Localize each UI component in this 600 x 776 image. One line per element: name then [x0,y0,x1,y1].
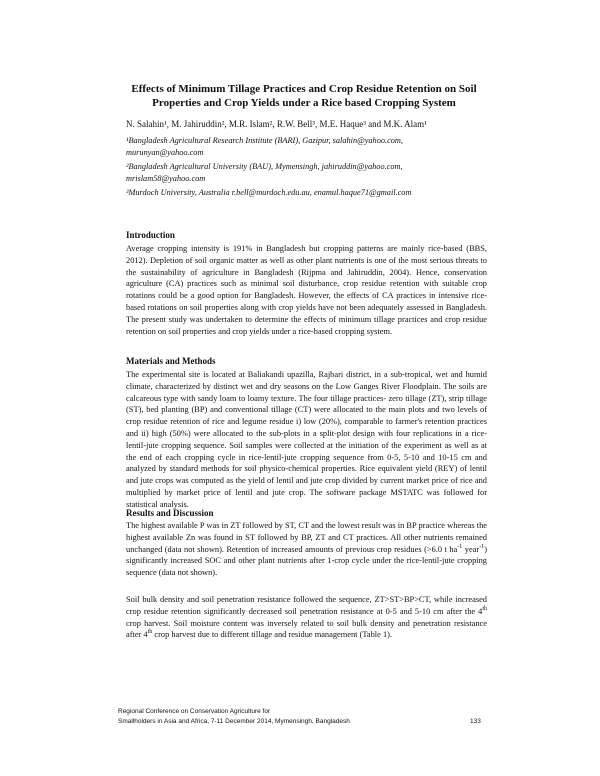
page-footer [118,707,498,727]
affiliation-bari-email: murunyan@yahoo.com [126,148,204,157]
footer-conference-line-1: Regional Conference on Conservation Agriculture for [118,708,271,715]
affiliation-bari: ¹Bangladesh Agricultural Research Institute (BARI), Gazipur, salahin@yahoo.com, [126,136,403,145]
results-p2-sup-2: th [147,629,153,636]
results-p2-text-b: crop harvest. Soil moisture content was inversely related to soil bulk density and penetration resistance after 4 [126,618,487,640]
methods-heading: Materials and Methods [126,356,216,366]
results-p1-text-a: The highest available P was in ZT followed by ST, CT and the lowest result was in BP practice whereas the highest available Zn was found in ST followed by BP, ZT and CT practices. All other nutrients remained unchanged (data not shown). Retention of increased amounts of previous crop residues (>6.0 t ha [126,521,487,554]
affiliation-bau-email: mrislam58@yahoo.com [126,174,206,183]
results-p1-text-c: ) significantly increased SOC and other plant nutrients after 1-crop cycle under the rice-lentil-jute cropping sequence (data not shown). [126,544,487,578]
results-p1-sup-1: -1 [457,543,463,550]
methods-text: The experimental site is located at Baliakandi upazilla, Rajbari district, in a sub-tropical, wet and humid climate, characterized by distinct wet and dry seasons on the Low Ganges River Floodplain. The soils are calcareous type with sandy loam to loamy texture. The four tillage practices- zero tillage (ZT), strip tillage (ST), bed planting (BP) and conventional tillage (CT) were allocated to the main plots and two levels of crop residue retention of rice and legume residue i) low (20%), comparable to farmer's retention practices and ii) high (50%) were allocated to the sub-plots in a split-plot design with four replications in a rice-lentil-jute cropping sequence. Soil samples were collected at the initiation of the experiment as well as at the end of each cropping cycle in rice-lentil-jute cropping sequence from 0-5, 5-10 and 10-15 cm and analyzed by standard methods for soil physico-chemical properties. Rice equivalent yield (REY) of lentil and jute crops was computed as the yield of lentil and jute crop divided by current market price of rice and multiplied by market price of lentil and jute crop. The software package MSTATC was followed for statistical analysis. [126,370,487,509]
introduction-text: Average cropping intensity is 191% in Bangladesh but cropping patterns are mainly rice-based (BBS, 2012). Depletion of soil organic matter as well as other plant nutrients is one of the most serious threats to the sustainability of agriculture in Bangladesh (Rijpma and Jahiruddin, 2004). Hence, conservation agriculture (CA) practices such as minimal soil disturbance, crop residue retention with suitable crop rotations could be a good option for Bangladesh. However, the effects of CA practices in intensive rice-based rotations on soil properties along with crop yields have not been adequately assessed in Bangladesh. The present study was undertaken to determine the effects of minimum tillage practices and crop residue retention on soil properties and crop yields under a rice-based cropping system. [126,244,487,336]
affiliation-bau: ²Bangladesh Agricultural University (BAU), Mymensingh, jahiruddin@yahoo.com, [126,162,403,171]
footer-conference-line-2: Smallholders in Asia and Africa, 7-11 December 2014, Mymensingh, Bangladesh [118,718,350,725]
results-p1-text-b: year [462,544,480,554]
results-paragraph-1 [126,520,487,579]
authors-line: N. Salahin¹, M. Jahiruddin², M.R. Islam², R.W. Bell³, M.E. Haque³ and M.K. Alam¹ [126,119,427,129]
introduction-heading: Introduction [126,230,175,240]
paper-title: Effects of Minimum Tillage Practices and Crop Residue Retention on Soil Properties and Crop Yields under a Rice based Cropping System [131,83,477,109]
affiliation-murdoch: ³Murdoch University, Australia r.bell@murdoch.edu.au, enamul.haque71@gmail.com [126,188,412,197]
page-number: 133 [470,718,481,725]
affiliations [126,135,506,199]
results-heading: Results and Discussion [126,508,214,518]
results-p2-text-a: Soil bulk density and soil penetration resistance followed the sequence, ZT>ST>BP>CT, while increased crop residue retention significantly decreased soil penetration resistance at 0-5 and 5-10 cm after the 4 [126,595,487,616]
results-p1-sup-2: -1 [479,543,485,550]
results-paragraph-2 [126,594,487,641]
results-p2-text-c: crop harvest due to different tillage and residue management (Table 1). [152,630,393,640]
results-p2-sup-1: th [482,606,487,612]
